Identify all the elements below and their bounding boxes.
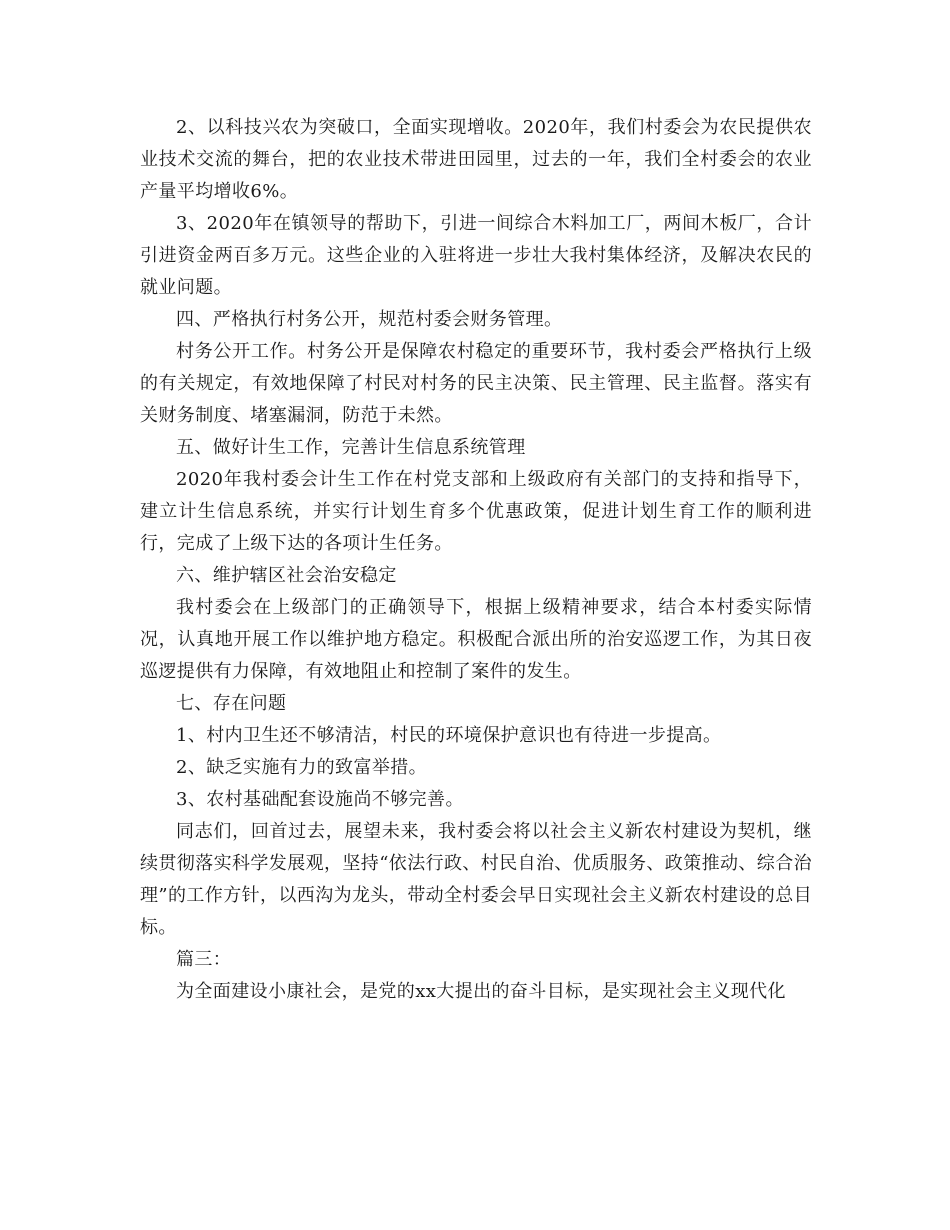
problem-item-2: 2、缺乏实施有力的致富举措。	[176, 757, 428, 778]
problem-item-1: 1、村内卫生还不够清洁，村民的环境保护意识也有待进一步提高。	[176, 725, 722, 746]
heading-existing-problems: 七、存在问题	[176, 693, 287, 714]
document-body	[140, 112, 812, 1008]
paragraph-part-three-intro: 为全面建设小康社会，是党的xx大提出的奋斗目标，是实现社会主义现代化	[176, 981, 786, 1002]
paragraph-investment: 3、2020年在镇领导的帮助下，引进一间综合木料加工厂，两间木板厂，合计引进资金两百多万元。这些企业的入驻将进一步壮大我村集体经济，及解决农民的就业问题。	[140, 213, 812, 298]
heading-public-security: 六、维护辖区社会治安稳定	[176, 565, 397, 586]
paragraph-increase-income: 2、以科技兴农为突破口，全面实现增收。2020年，我们村委会为农民提供农业技术交流的舞台，把的农业技术带进田园里，过去的一年，我们全村委会的农业产量平均增收6%。	[140, 117, 812, 202]
heading-family-planning: 五、做好计生工作，完善计生信息系统管理	[176, 437, 526, 458]
heading-part-three: 篇三：	[176, 949, 232, 970]
problem-item-3: 3、农村基础配套设施尚不够完善。	[176, 789, 464, 810]
paragraph-public-security: 我村委会在上级部门的正确领导下，根据上级精神要求，结合本村委实际情况，认真地开展工作以维护地方稳定。积极配合派出所的治安巡逻工作，为其日夜巡逻提供有力保障，有效地阻止和控制了案件的发生。	[140, 597, 812, 682]
paragraph-village-affairs: 村务公开工作。村务公开是保障农村稳定的重要环节，我村委会严格执行上级的有关规定，有效地保障了村民对村务的民主决策、民主管理、民主监督。落实有关财务制度、堵塞漏洞，防范于未然。	[140, 341, 812, 426]
paragraph-family-planning: 2020年我村委会计生工作在村党支部和上级政府有关部门的支持和指导下，建立计生信息系统，并实行计划生育多个优惠政策，促进计划生育工作的顺利进行，完成了上级下达的各项计生任务。	[140, 469, 812, 554]
heading-village-affairs: 四、严格执行村务公开，规范村委会财务管理。	[176, 309, 563, 330]
paragraph-conclusion: 同志们，回首过去，展望未来，我村委会将以社会主义新农村建设为契机，继续贯彻落实科学发展观，坚持“依法行政、村民自治、优质服务、政策推动、综合治理”的工作方针，以西沟为龙头，带动全村委会早日实现社会主义新农村建设的总目标。	[140, 821, 812, 938]
